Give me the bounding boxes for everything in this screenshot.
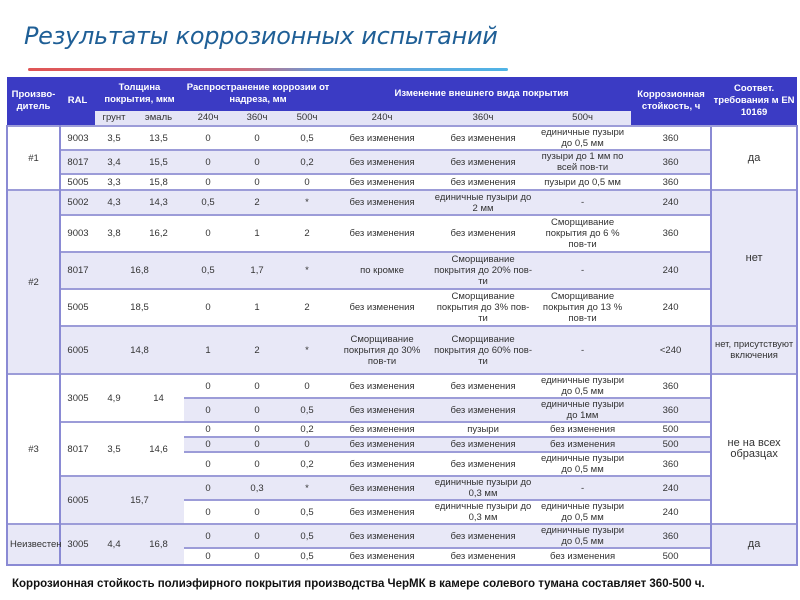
c360-cell: 0 bbox=[232, 150, 282, 174]
results-table-container bbox=[6, 77, 796, 566]
enamel-cell: 15,5 bbox=[133, 150, 184, 174]
resistance-cell: 360 bbox=[631, 452, 711, 476]
subheader-c360: 360ч bbox=[232, 111, 282, 126]
c240-cell: 0 bbox=[184, 524, 232, 548]
a500-cell: без изменения bbox=[534, 437, 631, 452]
enamel-cell: 14,3 bbox=[133, 190, 184, 215]
table-row bbox=[7, 476, 797, 500]
c360-cell: 0 bbox=[232, 524, 282, 548]
subheader-a240: 240ч bbox=[332, 111, 432, 126]
resistance-cell: 360 bbox=[631, 524, 711, 548]
a360-cell: Сморщивание покрытия до 60% пов-ти bbox=[432, 326, 534, 374]
a240-cell: без изменения bbox=[332, 548, 432, 565]
enamel-cell: 13,5 bbox=[133, 126, 184, 150]
a500-cell: единичные пузыри до 0,5 мм bbox=[534, 374, 631, 398]
enamel-cell: 14,6 bbox=[133, 422, 184, 476]
c240-cell: 0 bbox=[184, 215, 232, 252]
resistance-cell: 360 bbox=[631, 398, 711, 422]
a500-cell: Сморщивание покрытия до 13 % пов-ти bbox=[534, 289, 631, 326]
a500-cell: - bbox=[534, 190, 631, 215]
a500-cell: единичные пузыри до 0,5 мм bbox=[534, 524, 631, 548]
resistance-cell: <240 bbox=[631, 326, 711, 374]
c500-cell: 0,5 bbox=[282, 548, 332, 565]
c500-cell: 0 bbox=[282, 437, 332, 452]
c500-cell: * bbox=[282, 252, 332, 289]
c360-cell: 2 bbox=[232, 326, 282, 374]
enamel-cell: 16,2 bbox=[133, 215, 184, 252]
ral-cell: 9003 bbox=[60, 126, 95, 150]
c360-cell: 0 bbox=[232, 437, 282, 452]
a240-cell: Сморщивание покрытия до 30% пов-ти bbox=[332, 326, 432, 374]
subheader-enamel: эмаль bbox=[133, 111, 184, 126]
table-row bbox=[7, 289, 797, 326]
resistance-cell: 360 bbox=[631, 374, 711, 398]
subheader-c240: 240ч bbox=[184, 111, 232, 126]
resistance-cell: 240 bbox=[631, 252, 711, 289]
a240-cell: по кромке bbox=[332, 252, 432, 289]
a240-cell: без изменения bbox=[332, 398, 432, 422]
a240-cell: без изменения bbox=[332, 150, 432, 174]
c240-cell: 0 bbox=[184, 548, 232, 565]
c240-cell: 0 bbox=[184, 174, 232, 190]
table-row bbox=[7, 374, 797, 398]
c500-cell: 0,5 bbox=[282, 126, 332, 150]
primer-cell: 3,4 bbox=[95, 150, 133, 174]
ral-cell: 3005 bbox=[60, 524, 95, 565]
header-corrosion-spread: Распространение коррозии от надреза, мм bbox=[184, 77, 332, 111]
ral-cell: 5005 bbox=[60, 174, 95, 190]
ral-cell: 8017 bbox=[60, 252, 95, 289]
c240-cell: 0 bbox=[184, 476, 232, 500]
compliance-cell: нет bbox=[711, 190, 797, 326]
c500-cell: 0,2 bbox=[282, 422, 332, 437]
a360-cell: без изменения bbox=[432, 524, 534, 548]
a360-cell: без изменения bbox=[432, 374, 534, 398]
a360-cell: без изменения bbox=[432, 174, 534, 190]
ral-cell: 8017 bbox=[60, 422, 95, 476]
a500-cell: - bbox=[534, 252, 631, 289]
subheader-a500: 500ч bbox=[534, 111, 631, 126]
a500-cell: единичные пузыри до 0,5 мм bbox=[534, 500, 631, 524]
a240-cell: без изменения bbox=[332, 452, 432, 476]
table-row bbox=[7, 190, 797, 215]
resistance-cell: 240 bbox=[631, 289, 711, 326]
a240-cell: без изменения bbox=[332, 126, 432, 150]
c360-cell: 0 bbox=[232, 422, 282, 437]
c500-cell: 0 bbox=[282, 174, 332, 190]
total-thickness-cell: 16,8 bbox=[95, 252, 184, 289]
ral-cell: 8017 bbox=[60, 150, 95, 174]
table-row bbox=[7, 150, 797, 174]
c360-cell: 0 bbox=[232, 398, 282, 422]
c240-cell: 0 bbox=[184, 150, 232, 174]
ral-cell: 6005 bbox=[60, 326, 95, 374]
c240-cell: 0 bbox=[184, 374, 232, 398]
a240-cell: без изменения bbox=[332, 174, 432, 190]
footer-note: Коррозионная стойкость полиэфирного покрытия производства ЧерМК в камере солевого тумана составляет 360-500 ч. bbox=[12, 578, 705, 590]
c500-cell: 2 bbox=[282, 289, 332, 326]
a500-cell: - bbox=[534, 326, 631, 374]
c240-cell: 1 bbox=[184, 326, 232, 374]
c360-cell: 0 bbox=[232, 500, 282, 524]
a500-cell: единичные пузыри до 0,5 мм bbox=[534, 126, 631, 150]
header-thickness: Толщина покрытия, мкм bbox=[95, 77, 184, 111]
a240-cell: без изменения bbox=[332, 437, 432, 452]
c500-cell: 0 bbox=[282, 374, 332, 398]
c360-cell: 0,3 bbox=[232, 476, 282, 500]
a360-cell: единичные пузыри до 2 мм bbox=[432, 190, 534, 215]
a240-cell: без изменения bbox=[332, 422, 432, 437]
total-thickness-cell: 15,7 bbox=[95, 476, 184, 524]
compliance-cell: да bbox=[711, 126, 797, 190]
enamel-cell: 16,8 bbox=[133, 524, 184, 565]
a240-cell: без изменения bbox=[332, 289, 432, 326]
resistance-cell: 360 bbox=[631, 150, 711, 174]
ral-cell: 5005 bbox=[60, 289, 95, 326]
a500-cell: пузыри до 1 мм по всей пов-ти bbox=[534, 150, 631, 174]
c360-cell: 0 bbox=[232, 174, 282, 190]
compliance-cell: не на всех образцах bbox=[711, 374, 797, 524]
enamel-cell: 14 bbox=[133, 374, 184, 422]
subheader-c500: 500ч bbox=[282, 111, 332, 126]
subheader-a360: 360ч bbox=[432, 111, 534, 126]
a360-cell: Сморщивание покрытия до 3% пов-ти bbox=[432, 289, 534, 326]
table-row bbox=[7, 326, 797, 374]
page-title: Результаты коррозионных испытаний bbox=[24, 22, 498, 50]
c500-cell: * bbox=[282, 190, 332, 215]
table-row bbox=[7, 126, 797, 150]
manufacturer-cell: #1 bbox=[7, 126, 60, 190]
manufacturer-cell: #2 bbox=[7, 190, 60, 374]
c360-cell: 0 bbox=[232, 374, 282, 398]
a240-cell: без изменения bbox=[332, 190, 432, 215]
primer-cell: 3,5 bbox=[95, 126, 133, 150]
manufacturer-cell: #3 bbox=[7, 374, 60, 524]
resistance-cell: 240 bbox=[631, 190, 711, 215]
a240-cell: без изменения bbox=[332, 215, 432, 252]
compliance-cell: да bbox=[711, 524, 797, 565]
c500-cell: 0,5 bbox=[282, 500, 332, 524]
ral-cell: 3005 bbox=[60, 374, 95, 422]
a500-cell: пузыри до 0,5 мм bbox=[534, 174, 631, 190]
c500-cell: 0,2 bbox=[282, 150, 332, 174]
a360-cell: без изменения bbox=[432, 548, 534, 565]
primer-cell: 3,5 bbox=[95, 422, 133, 476]
resistance-cell: 240 bbox=[631, 500, 711, 524]
c360-cell: 0 bbox=[232, 452, 282, 476]
c240-cell: 0 bbox=[184, 126, 232, 150]
primer-cell: 3,8 bbox=[95, 215, 133, 252]
ral-cell: 6005 bbox=[60, 476, 95, 524]
a360-cell: пузыри bbox=[432, 422, 534, 437]
resistance-cell: 360 bbox=[631, 126, 711, 150]
ral-cell: 9003 bbox=[60, 215, 95, 252]
c360-cell: 0 bbox=[232, 548, 282, 565]
header-manufacturer: Произво-дитель bbox=[7, 77, 60, 126]
header-appearance: Изменение внешнего вида покрытия bbox=[332, 77, 631, 111]
c240-cell: 0 bbox=[184, 452, 232, 476]
c500-cell: 2 bbox=[282, 215, 332, 252]
c360-cell: 2 bbox=[232, 190, 282, 215]
c500-cell: * bbox=[282, 476, 332, 500]
compliance-cell: нет, присутствуют включения bbox=[711, 326, 797, 374]
primer-cell: 4,9 bbox=[95, 374, 133, 422]
resistance-cell: 500 bbox=[631, 437, 711, 452]
title-underline bbox=[28, 68, 508, 71]
a500-cell: без изменения bbox=[534, 422, 631, 437]
c360-cell: 1 bbox=[232, 215, 282, 252]
primer-cell: 4,3 bbox=[95, 190, 133, 215]
primer-cell: 3,3 bbox=[95, 174, 133, 190]
a360-cell: без изменения bbox=[432, 215, 534, 252]
c360-cell: 1 bbox=[232, 289, 282, 326]
header-ral: RAL bbox=[60, 77, 95, 126]
c240-cell: 0 bbox=[184, 289, 232, 326]
a360-cell: без изменения bbox=[432, 150, 534, 174]
header-resistance: Коррозионная стойкость, ч bbox=[631, 77, 711, 126]
a360-cell: без изменения bbox=[432, 126, 534, 150]
c500-cell: * bbox=[282, 326, 332, 374]
a500-cell: Сморщивание покрытия до 6 % пов-ти bbox=[534, 215, 631, 252]
resistance-cell: 500 bbox=[631, 548, 711, 565]
resistance-cell: 360 bbox=[631, 174, 711, 190]
c360-cell: 1,7 bbox=[232, 252, 282, 289]
resistance-cell: 500 bbox=[631, 422, 711, 437]
a360-cell: без изменения bbox=[432, 398, 534, 422]
manufacturer-cell: Неизвестен bbox=[7, 524, 60, 565]
a360-cell: Сморщивание покрытия до 20% пов-ти bbox=[432, 252, 534, 289]
primer-cell: 4,4 bbox=[95, 524, 133, 565]
a240-cell: без изменения bbox=[332, 374, 432, 398]
a360-cell: единичные пузыри до 0,3 мм bbox=[432, 476, 534, 500]
total-thickness-cell: 18,5 bbox=[95, 289, 184, 326]
a240-cell: без изменения bbox=[332, 524, 432, 548]
table-row bbox=[7, 215, 797, 252]
a240-cell: без изменения bbox=[332, 476, 432, 500]
a500-cell: без изменения bbox=[534, 548, 631, 565]
c360-cell: 0 bbox=[232, 126, 282, 150]
table-row bbox=[7, 524, 797, 548]
c500-cell: 0,5 bbox=[282, 398, 332, 422]
c500-cell: 0,5 bbox=[282, 524, 332, 548]
a240-cell: без изменения bbox=[332, 500, 432, 524]
table-row bbox=[7, 422, 797, 437]
subheader-primer: грунт bbox=[95, 111, 133, 126]
table-row bbox=[7, 174, 797, 190]
resistance-cell: 360 bbox=[631, 215, 711, 252]
enamel-cell: 15,8 bbox=[133, 174, 184, 190]
a360-cell: единичные пузыри до 0,3 мм bbox=[432, 500, 534, 524]
resistance-cell: 240 bbox=[631, 476, 711, 500]
c240-cell: 0,5 bbox=[184, 190, 232, 215]
a500-cell: единичные пузыри до 0,5 мм bbox=[534, 452, 631, 476]
c240-cell: 0 bbox=[184, 398, 232, 422]
c240-cell: 0 bbox=[184, 437, 232, 452]
header-compliance: Соответ. требования м EN 10169 bbox=[711, 77, 797, 126]
a360-cell: без изменения bbox=[432, 437, 534, 452]
a360-cell: без изменения bbox=[432, 452, 534, 476]
table-row bbox=[7, 252, 797, 289]
c240-cell: 0 bbox=[184, 422, 232, 437]
ral-cell: 5002 bbox=[60, 190, 95, 215]
a500-cell: - bbox=[534, 476, 631, 500]
c240-cell: 0,5 bbox=[184, 252, 232, 289]
corrosion-results-table bbox=[6, 77, 798, 566]
c500-cell: 0,2 bbox=[282, 452, 332, 476]
a500-cell: единичные пузыри до 1мм bbox=[534, 398, 631, 422]
total-thickness-cell: 14,8 bbox=[95, 326, 184, 374]
c240-cell: 0 bbox=[184, 500, 232, 524]
